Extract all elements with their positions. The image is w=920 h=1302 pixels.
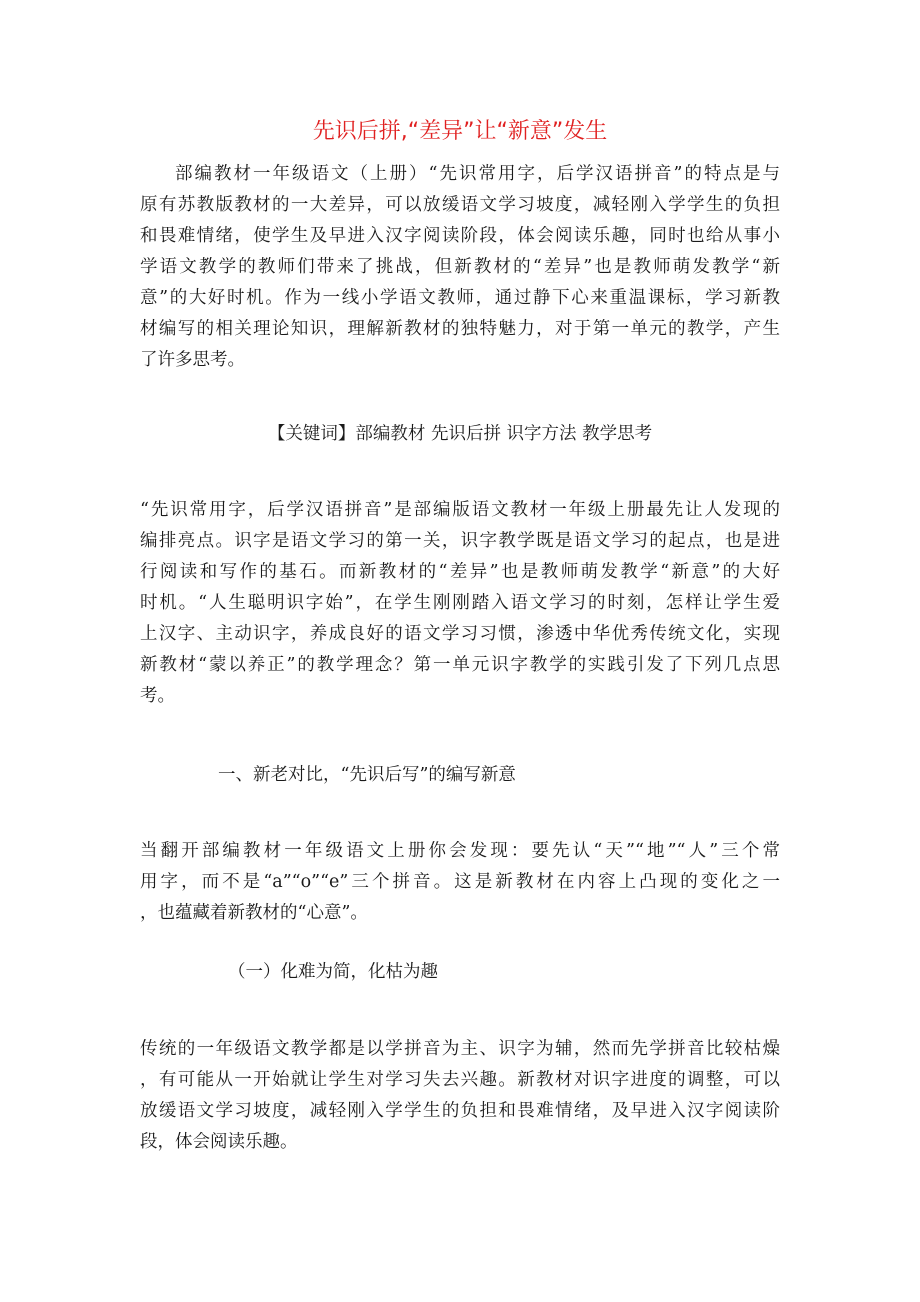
section-line: 用字，而不是“a”“o”“e”三个拼音。这是新教材在内容上凸现的变化之一 xyxy=(140,872,780,892)
subsection-line: 段，体会阅读乐趣。 xyxy=(140,1132,298,1152)
abstract-line: 了许多思考。 xyxy=(140,350,245,370)
subsection-line: 传统的一年级语文教学都是以学拼音为主、识字为辅，然而先学拼音比较枯燥 xyxy=(140,1039,780,1059)
subsection-paragraph xyxy=(140,1034,780,1158)
abstract-line: 和畏难情绪，使学生及早进入汉字阅读阶段，体会阅读乐趣，同时也给从事小 xyxy=(140,226,780,246)
subsection-line: ，有可能从一开始就让学生对学习失去兴趣。新教材对识字进度的调整，可以 xyxy=(140,1070,780,1090)
section-line: 当翻开部编教材一年级语文上册你会发现：要先认“天”“地”“人”三个常 xyxy=(140,841,780,861)
abstract-line: 学语文教学的教师们带来了挑战，但新教材的“差异”也是教师萌发教学“新 xyxy=(140,257,780,277)
subsection-line: 放缓语文学习坡度，减轻刚入学学生的负担和畏难情绪，及早进入汉字阅读阶 xyxy=(140,1101,780,1121)
intro-paragraph xyxy=(140,495,780,712)
intro-line: 新教材“蒙以养正”的教学理念？第一单元识字教学的实践引发了下列几点思 xyxy=(140,655,780,675)
abstract-line: 部编教材一年级语文（上册）“先识常用字，后学汉语拼音”的特点是与 xyxy=(175,164,780,184)
abstract-line: 意”的大好时机。作为一线小学语文教师，通过静下心来重温课标，学习新教 xyxy=(140,288,780,308)
intro-line: 时机。“人生聪明识字始”，在学生刚刚踏入语文学习的时刻，怎样让学生爱 xyxy=(140,593,780,613)
abstract-line: 原有苏教版教材的一大差异，可以放缓语文学习坡度，减轻刚入学学生的负担 xyxy=(140,195,780,215)
abstract-line: 材编写的相关理论知识，理解新教材的独特魅力，对于第一单元的教学，产生 xyxy=(140,319,780,339)
intro-line: “先识常用字，后学汉语拼音”是部编版语文教材一年级上册最先让人发现的 xyxy=(140,500,780,520)
section-heading: 一、新老对比，“先识后写”的编写新意 xyxy=(218,765,516,785)
keywords-line: 【关键词】部编教材 先识后拼 识字方法 教学思考 xyxy=(267,424,653,444)
intro-line: 编排亮点。识字是语文学习的第一关，识字教学既是语文学习的起点，也是进 xyxy=(140,531,780,551)
intro-line: 上汉字、主动识字，养成良好的语文学习习惯，渗透中华优秀传统文化，实现 xyxy=(140,624,780,644)
document-title: 先识后拼,“差异”让“新意”发生 xyxy=(312,119,608,144)
intro-line: 考。 xyxy=(140,686,175,706)
subsection-heading: （一）化难为简，化枯为趣 xyxy=(228,962,438,982)
section-paragraph xyxy=(140,836,780,929)
abstract-paragraph xyxy=(140,159,780,376)
section-line: ，也蕴藏着新教材的“心意”。 xyxy=(140,903,368,923)
intro-line: 行阅读和写作的基石。而新教材的“差异”也是教师萌发教学“新意”的大好 xyxy=(140,562,780,582)
